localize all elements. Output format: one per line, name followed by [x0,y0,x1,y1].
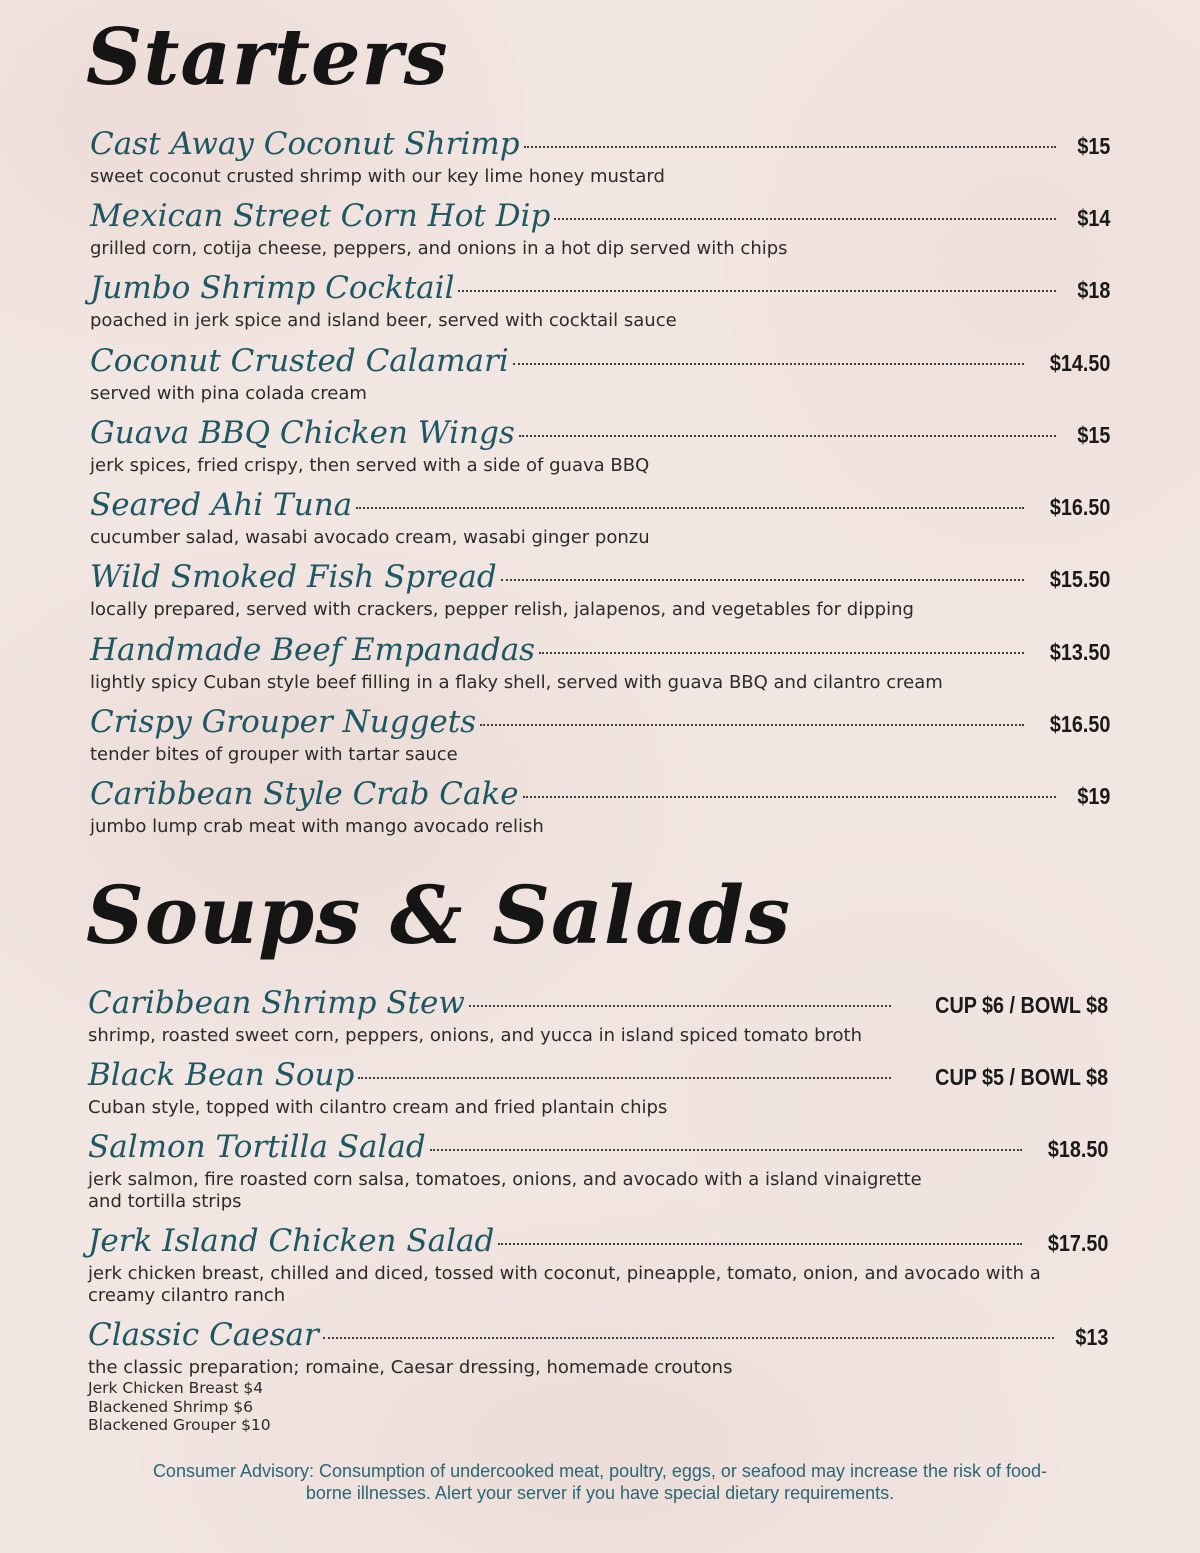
menu-item [90,485,1110,549]
section-title-starters: Starters [86,12,449,103]
item-name: Salmon Tortilla Salad [88,1129,426,1165]
item-name: Mexican Street Corn Hot Dip [90,198,551,234]
dot-leader [519,435,1056,437]
dot-leader [356,507,1024,509]
dot-leader [539,652,1024,654]
menu-item [88,1221,1108,1307]
menu-item [90,341,1110,405]
dot-leader [513,363,1024,365]
item-name: Coconut Crusted Calamari [90,343,509,379]
item-name: Caribbean Shrimp Stew [88,985,465,1021]
item-name: Classic Caesar [88,1317,319,1353]
menu-item [88,1315,1108,1435]
menu-item [90,268,1110,332]
advisory-line: Consumer Advisory: Consumption of undercooked meat, poultry, eggs, or seafood may increase the risk of food- [152,1461,1048,1481]
item-description-continued: and tortilla strips [88,1191,242,1212]
item-name: Jumbo Shrimp Cocktail [90,270,455,306]
section-title-soups-salads: Soups & Salads [86,868,792,962]
dot-leader [523,796,1056,798]
dot-leader [430,1149,1022,1151]
item-price: $16.50 [1049,494,1110,520]
item-name: Black Bean Soup [88,1057,355,1093]
menu-item [90,557,1110,621]
addon-list [88,1379,1108,1435]
item-description: grilled corn, cotija cheese, peppers, and onions in a hot dip served with chips [90,238,788,259]
dot-leader [501,579,1024,581]
item-price: CUP $5 / BOWL $8 [935,1064,1108,1090]
addon-item: Blackened Grouper $10 [88,1416,271,1434]
item-price: $14.50 [1049,350,1110,376]
item-price: $18 [1076,277,1110,303]
item-description: tender bites of grouper with tartar sauce [90,744,458,765]
item-description: jumbo lump crab meat with mango avocado relish [90,816,544,837]
item-price: $13.50 [1049,639,1110,665]
item-description: shrimp, roasted sweet corn, peppers, onions, and yucca in island spiced tomato broth [88,1025,863,1046]
dot-leader [554,218,1055,220]
addon-item: Blackened Shrimp $6 [88,1397,253,1416]
item-price: $18.50 [1047,1136,1108,1162]
dot-leader [469,1005,891,1007]
item-description: Cuban style, topped with cilantro cream and fried plantain chips [88,1097,668,1118]
item-name: Cast Away Coconut Shrimp [90,126,520,162]
item-name: Wild Smoked Fish Spread [90,559,497,595]
item-description: poached in jerk spice and island beer, served with cocktail sauce [90,310,677,331]
menu-item [90,774,1110,838]
item-name: Seared Ahi Tuna [90,487,353,523]
item-description: jerk chicken breast, chilled and diced, tossed with coconut, pineapple, tomato, onion, and avocado with a [88,1263,1041,1284]
item-description: cucumber salad, wasabi avocado cream, wasabi ginger ponzu [90,527,650,548]
item-name: Crispy Grouper Nuggets [90,704,477,740]
dot-leader [358,1077,891,1079]
item-description: locally prepared, served with crackers, pepper relish, jalapenos, and vegetables for dipping [90,599,914,620]
menu-item [88,1055,1108,1119]
item-description: jerk spices, fried crispy, then served with a side of guava BBQ [90,455,650,476]
item-name: Caribbean Style Crab Cake [90,776,519,812]
item-description: jerk salmon, fire roasted corn salsa, tomatoes, onions, and avocado with a island vinaigrette [88,1169,922,1190]
dot-leader [498,1243,1021,1245]
menu-item [90,124,1110,188]
item-price: $17.50 [1047,1230,1108,1256]
item-price: $15 [1076,422,1110,448]
menu-item [90,702,1110,766]
item-price: $16.50 [1049,711,1110,737]
advisory-line: borne illnesses. Alert your server if you have special dietary requirements. [305,1483,895,1503]
addon-item: Jerk Chicken Breast $4 [88,1379,264,1397]
item-price: $14 [1076,205,1110,231]
item-description: sweet coconut crusted shrimp with our key lime honey mustard [90,166,665,187]
item-price: CUP $6 / BOWL $8 [935,992,1108,1018]
item-name: Jerk Island Chicken Salad [88,1223,495,1259]
item-description: the classic preparation; romaine, Caesar dressing, homemade croutons [88,1357,733,1378]
menu-item [90,630,1110,694]
item-description: served with pina colada cream [90,383,367,404]
item-name: Guava BBQ Chicken Wings [90,415,515,451]
menu-item [88,1127,1108,1213]
dot-leader [480,724,1024,726]
dot-leader [458,290,1055,292]
consumer-advisory [100,1460,1100,1504]
item-price: $15.50 [1049,566,1110,592]
dot-leader [323,1337,1054,1339]
item-description: lightly spicy Cuban style beef filling in a flaky shell, served with guava BBQ and cilantro cream [90,672,943,693]
menu-item [90,196,1110,260]
item-name: Handmade Beef Empanadas [90,632,536,668]
item-price: $19 [1076,783,1110,809]
item-price: $15 [1076,133,1110,159]
menu-item [90,413,1110,477]
item-price: $13 [1074,1324,1108,1350]
item-description-continued: creamy cilantro ranch [88,1285,286,1306]
dot-leader [524,146,1056,148]
menu-item [88,983,1108,1047]
